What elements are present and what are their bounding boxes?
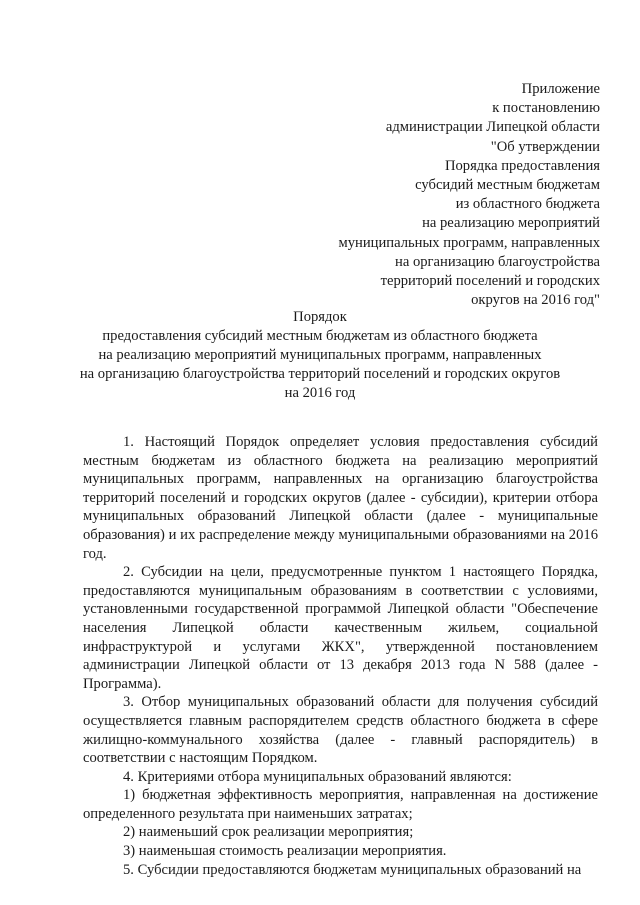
appendix-line: муниципальных программ, направленных [338, 234, 600, 251]
appendix-line: на реализацию мероприятий [422, 215, 600, 232]
title-line: на 2016 год [284, 385, 356, 401]
appendix-line: Порядка предоставления [444, 157, 600, 174]
criterion-2: 2) наименьший срок реализации мероприятия; [123, 824, 414, 841]
document-title [40, 308, 600, 403]
paragraph-4: 4. Критериями отбора муниципальных образований являются: [123, 768, 512, 785]
title-line: на организацию благоустройства территорий поселений и городских округов [79, 366, 561, 382]
appendix-header [300, 80, 600, 310]
appendix-line: Приложение [521, 81, 600, 97]
criterion-3: 3) наименьшая стоимость реализации мероприятия. [123, 843, 447, 860]
appendix-line: территорий поселений и городских [380, 273, 600, 290]
title-line: предоставления субсидий местным бюджетам из областного бюджета [102, 328, 538, 344]
title-line: Порядок [293, 309, 347, 325]
appendix-line: "Об утверждении [490, 138, 600, 155]
paragraph-2: 2. Субсидии на цели, предусмотренные пунктом 1 настоящего Порядка, предоставляются муниципальным образованиям в соответствии с условиями, установленными государственной программой Липецкой области "Обеспечение населения Липецкой области качественным жильем, социальной инфраструктурой и услугами ЖКХ", утвержденной постановлением администрации Липецкой области от 13 декабря 2013 года N 588 (далее - Программа). [83, 564, 598, 692]
appendix-line: на организацию благоустройства [395, 253, 600, 270]
paragraph-1: 1. Настоящий Порядок определяет условия предоставления субсидий местным бюджетам из областного бюджета на реализацию мероприятий муниципальных программ, направленных на организацию благоустройства территорий поселений и городских округов (далее - субсидии), критерии отбора муниципальных образований Липецкой области (далее - муниципальные образования) и их распределение между муниципальными образованиями на 2016 год. [83, 434, 598, 562]
appendix-line: администрации Липецкой области [385, 119, 600, 136]
appendix-line: округов на 2016 год" [471, 292, 600, 309]
appendix-line: субсидий местным бюджетам [415, 177, 600, 194]
appendix-line: из областного бюджета [455, 196, 600, 213]
document-body [83, 433, 598, 879]
criterion-1: 1) бюджетная эффективность мероприятия, направленная на достижение определенного результата при наименьших затратах; [83, 787, 598, 822]
paragraph-5: 5. Субсидии предоставляются бюджетам муниципальных образований на [123, 861, 582, 878]
appendix-line: к постановлению [492, 100, 600, 117]
title-line: на реализацию мероприятий муниципальных программ, направленных [98, 347, 542, 363]
paragraph-3: 3. Отбор муниципальных образований области для получения субсидий осуществляется главным распорядителем средств областного бюджета в сфере жилищно-коммунального хозяйства (далее - главный распорядитель) в соответствии с настоящим Порядком. [83, 694, 598, 767]
